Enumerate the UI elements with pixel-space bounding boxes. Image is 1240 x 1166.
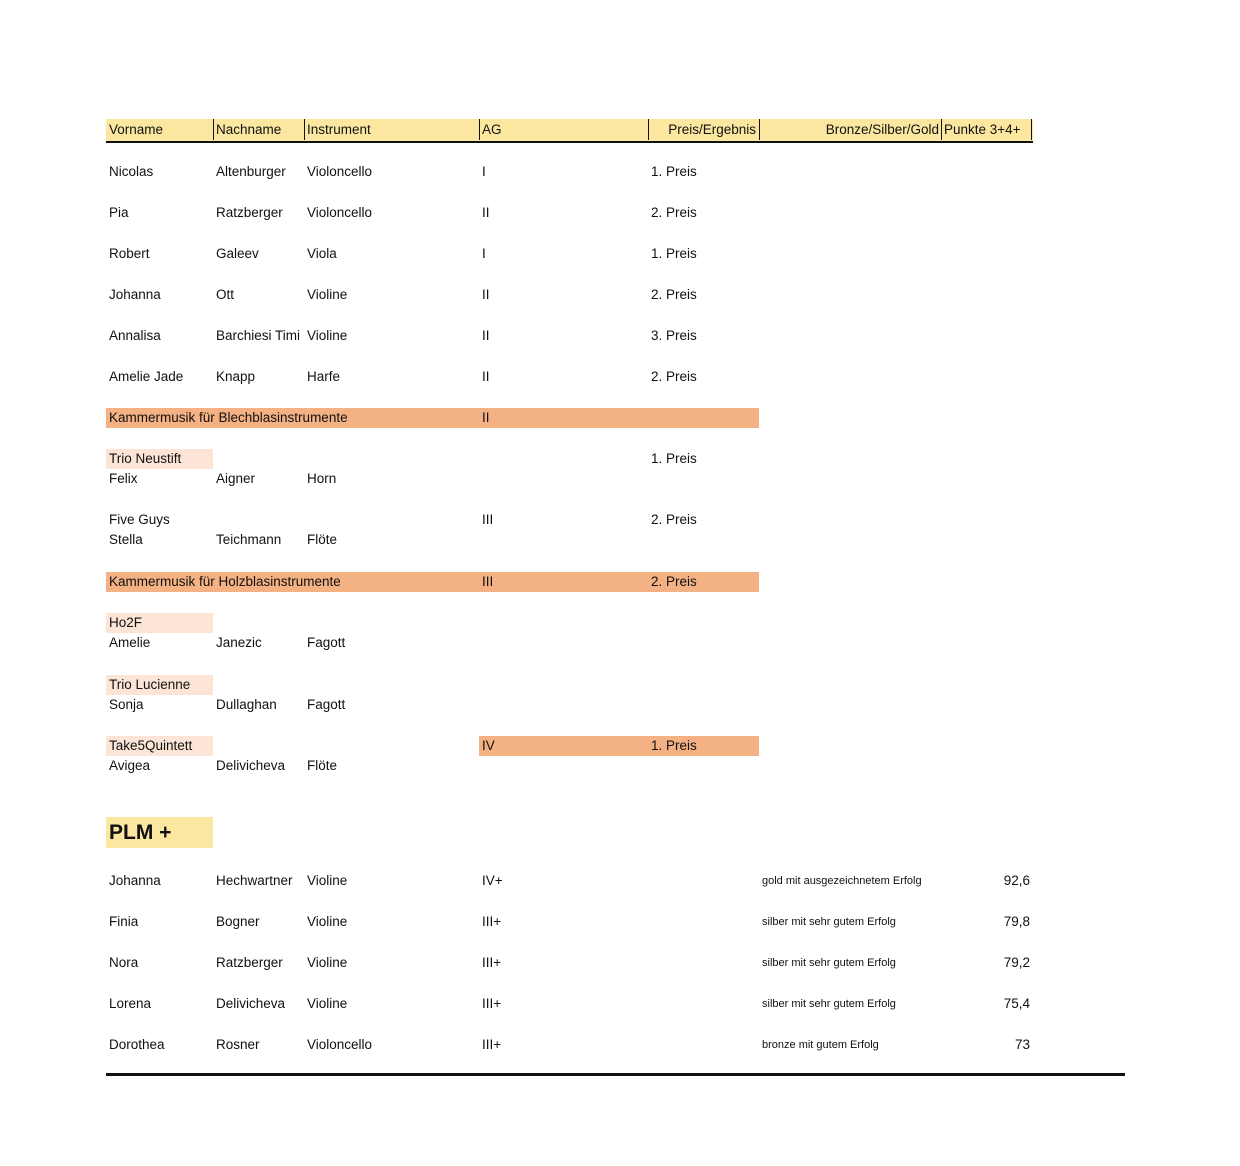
cell-erfolg: gold mit ausgezeichnetem Erfolg	[762, 875, 922, 887]
cell-instrument: Violoncello	[307, 1037, 373, 1052]
ensemble-name: Trio Neustift	[109, 451, 182, 466]
cell-vorname: Johanna	[109, 287, 161, 302]
cell-nachname: Dullaghan	[216, 697, 277, 712]
cell-preis: 2. Preis	[651, 574, 697, 589]
cell-punkte: 92,6	[1003, 873, 1030, 888]
ensemble-row	[106, 736, 1126, 756]
cell-punkte: 79,2	[1003, 955, 1030, 970]
cell-vorname: Annalisa	[109, 328, 161, 343]
section-header-holz	[106, 572, 759, 592]
cell-vorname: Nora	[109, 955, 139, 970]
header-preis: Preis/Ergebnis	[668, 122, 756, 137]
cell-nachname: Hechwartner	[216, 873, 293, 888]
table-row	[106, 953, 1126, 973]
cell-instrument: Harfe	[307, 369, 341, 384]
table-row	[106, 912, 1126, 932]
cell-ag: III+	[482, 914, 502, 929]
header-divider	[304, 119, 305, 140]
ensemble-row	[106, 510, 1126, 530]
cell-vorname: Robert	[109, 246, 150, 261]
cell-vorname: Amelie	[109, 635, 151, 650]
cell-ag: III+	[482, 1037, 502, 1052]
table-row	[106, 1035, 1126, 1055]
header-ag: AG	[482, 122, 502, 137]
cell-ag: I	[482, 246, 486, 261]
cell-nachname: Ratzberger	[216, 205, 283, 220]
cell-instrument: Violine	[307, 914, 348, 929]
cell-instrument: Flöte	[307, 532, 338, 547]
cell-nachname: Ratzberger	[216, 955, 283, 970]
cell-ag: II	[482, 369, 490, 384]
table-row	[106, 326, 1126, 346]
cell-nachname: Altenburger	[216, 164, 286, 179]
table-row	[106, 367, 1126, 387]
cell-preis: 1. Preis	[651, 164, 697, 179]
cell-instrument: Violine	[307, 873, 348, 888]
cell-instrument: Violoncello	[307, 205, 373, 220]
cell-preis: 2. Preis	[651, 369, 697, 384]
cell-erfolg: silber mit sehr gutem Erfolg	[762, 957, 896, 969]
cell-vorname: Stella	[109, 532, 143, 547]
cell-punkte: 73	[1014, 1037, 1030, 1052]
cell-ag: III	[482, 574, 494, 589]
cell-vorname: Nicolas	[109, 164, 154, 179]
header-instrument: Instrument	[307, 122, 371, 137]
cell-ag: II	[482, 410, 490, 425]
header-divider	[941, 119, 942, 140]
header-divider	[1031, 119, 1032, 140]
cell-erfolg: silber mit sehr gutem Erfolg	[762, 916, 896, 928]
ensemble-name: Take5Quintett	[109, 738, 193, 753]
cell-vorname: Felix	[109, 471, 138, 486]
cell-ag: IV	[482, 738, 495, 753]
cell-ag	[482, 449, 642, 469]
cell-preis: 1. Preis	[651, 451, 697, 466]
cell-instrument: Violoncello	[307, 164, 373, 179]
cell-vorname: Pia	[109, 205, 129, 220]
cell-preis: 1. Preis	[651, 738, 697, 753]
cell-preis: 2. Preis	[651, 287, 697, 302]
cell-instrument: Flöte	[307, 758, 338, 773]
cell-punkte: 75,4	[1003, 996, 1030, 1011]
cell-instrument: Violine	[307, 955, 348, 970]
cell-preis: 1. Preis	[651, 246, 697, 261]
cell-nachname: Janezic	[216, 635, 262, 650]
table-header	[106, 119, 1033, 143]
cell-instrument: Viola	[307, 246, 337, 261]
table-row	[106, 756, 1126, 776]
header-punkte: Punkte 3+4+	[944, 122, 1021, 137]
table-row	[106, 871, 1126, 891]
cell-nachname: Delivicheva	[216, 758, 286, 773]
cell-ag: II	[482, 328, 490, 343]
table-row	[106, 162, 1126, 182]
cell-instrument: Horn	[307, 471, 337, 486]
cell-erfolg: bronze mit gutem Erfolg	[762, 1039, 879, 1051]
cell-ag: IV+	[482, 873, 503, 888]
plm-section-header	[106, 817, 213, 848]
ensemble-name: Five Guys	[109, 512, 170, 527]
header-vorname: Vorname	[109, 122, 164, 137]
cell-preis: 3. Preis	[651, 328, 697, 343]
ensemble-row	[106, 675, 1126, 695]
cell-nachname: Knapp	[216, 369, 256, 384]
cell-preis: 2. Preis	[651, 512, 697, 527]
cell-vorname: Amelie Jade	[109, 369, 184, 384]
cell-ag: II	[482, 205, 490, 220]
section-header-blech	[106, 408, 759, 428]
header-nachname: Nachname	[216, 122, 282, 137]
cell-nachname: Teichmann	[216, 532, 282, 547]
cell-punkte: 79,8	[1003, 914, 1030, 929]
cell-vorname: Avigea	[109, 758, 151, 773]
header-divider	[213, 119, 214, 140]
cell-vorname: Finia	[109, 914, 139, 929]
ensemble-name: Ho2F	[109, 615, 143, 630]
cell-nachname: Aigner	[216, 471, 256, 486]
table-row	[106, 633, 1126, 653]
table-row	[106, 244, 1126, 264]
cell-nachname: Galeev	[216, 246, 259, 261]
cell-instrument: Violine	[307, 287, 348, 302]
ensemble-name: Trio Lucienne	[109, 677, 191, 692]
cell-ag: I	[482, 164, 486, 179]
plm-title: PLM +	[109, 821, 172, 844]
cell-ag: II	[482, 287, 490, 302]
cell-vorname: Johanna	[109, 873, 161, 888]
cell-nachname: Rosner	[216, 1037, 260, 1052]
cell-instrument: Fagott	[307, 697, 346, 712]
ensemble-row	[106, 449, 1126, 469]
cell-erfolg: silber mit sehr gutem Erfolg	[762, 998, 896, 1010]
cell-instrument: Violine	[307, 996, 348, 1011]
cell-ag: III+	[482, 955, 502, 970]
header-divider	[479, 119, 480, 140]
cell-instrument: Violine	[307, 328, 348, 343]
cell-nachname: Bogner	[216, 914, 260, 929]
cell-instrument: Fagott	[307, 635, 346, 650]
section-title: Kammermusik für Holzblasinstrumente	[109, 574, 341, 589]
cell-nachname: Ott	[216, 287, 235, 302]
table-row	[106, 530, 1126, 550]
bottom-divider	[106, 1073, 1125, 1076]
cell-nachname: Delivicheva	[216, 996, 286, 1011]
cell-vorname: Lorena	[109, 996, 152, 1011]
header-medaille: Bronze/Silber/Gold	[825, 122, 939, 137]
cell-preis: 2. Preis	[651, 205, 697, 220]
cell-ag: III+	[482, 996, 502, 1011]
cell-ag: III	[482, 512, 494, 527]
ensemble-row	[106, 613, 1126, 633]
section-title: Kammermusik für Blechblasinstrumente	[109, 410, 348, 425]
table-row	[106, 469, 1126, 489]
table-row	[106, 285, 1126, 305]
table-row	[106, 994, 1126, 1014]
cell-vorname: Dorothea	[109, 1037, 165, 1052]
table-row	[106, 203, 1126, 223]
cell-vorname: Sonja	[109, 697, 144, 712]
cell-nachname: Barchiesi Timi	[216, 328, 301, 343]
table-row	[106, 695, 1126, 715]
